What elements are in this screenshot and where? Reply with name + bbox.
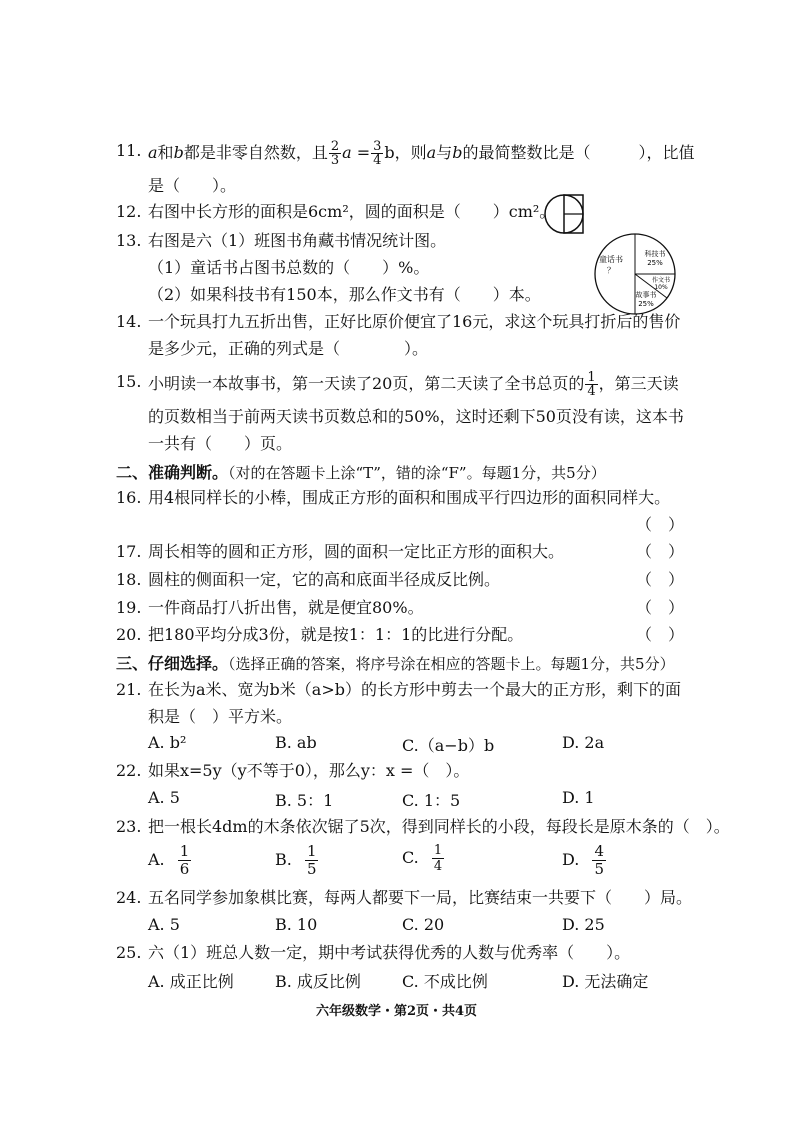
numerator: 1 [587,370,596,385]
option-a[interactable]: A. b² [148,733,187,752]
question-text: 圆柱的侧面积一定，它的高和底面半径成反比例。 [148,570,501,589]
question-text [148,140,695,167]
text-fragment: b，则 [384,143,427,162]
denominator: 4 [433,859,443,874]
numerator: 1 [179,842,190,860]
answer-parentheses[interactable]: （ ） [636,515,685,534]
question-text: 把180平均分成3份，就是按1：1：1的比进行分配。 [148,625,524,644]
question-number: 13. [116,231,142,250]
fraction-1-4 [585,371,597,398]
option-c[interactable]: C.（a−b）b [402,736,495,755]
question-text: 五名同学参加象棋比赛，每两人都要下一局，比赛结束一共要下（ ）局。 [148,888,693,907]
option-b[interactable]: B. ab [275,733,317,752]
question-text: 右图中长方形的面积是6cm²，圆的面积是（ ）cm²。 [148,202,556,221]
question-text: 六（1）班总人数一定，期中考试获得优秀的人数与优秀率（ ）。 [148,943,631,962]
question-number: 20. [116,625,142,644]
option-c[interactable] [402,843,445,874]
option-d[interactable]: D. 2a [562,733,605,752]
pie-value-fairy-tale: ？ [607,266,615,275]
question-number: 21. [116,680,142,699]
pie-label-story: 故事书 [635,291,657,299]
answer-parentheses[interactable]: （ ） [636,570,685,589]
denominator: 5 [594,860,604,878]
option-b[interactable]: B. 5：1 [275,791,334,810]
question-number: 24. [116,888,142,907]
var-b: b [173,143,184,162]
option-b[interactable] [275,843,319,878]
question-text: 积是（ ）平方米。 [148,707,293,726]
pie-label-composition: 作文书 [651,277,671,284]
question-text: 周长相等的圆和正方形，圆的面积一定比正方形的面积大。 [148,542,565,561]
numerator: 2 [330,139,340,154]
question-number: 17. [116,542,142,561]
var-a: a [148,143,158,162]
option-d[interactable]: D. 1 [562,788,595,807]
question-text: 一件商品打八折出售，就是便宜80%。 [148,598,424,617]
option-letter: A. [148,850,165,869]
denominator: 6 [179,860,190,878]
option-d[interactable]: D. 25 [562,915,605,934]
pie-value-science: 25% [647,259,663,267]
option-b[interactable]: B. 成反比例 [275,972,361,991]
question-number: 19. [116,598,142,617]
question-text: 的页数相当于前两天读书页数总和的50%，这时还剩下50页没有读，这本书 [148,407,684,426]
option-c[interactable]: C. 20 [402,915,445,934]
question-number: 14. [116,312,142,331]
answer-parentheses[interactable]: （ ） [636,542,685,561]
option-a[interactable]: A. 成正比例 [148,972,234,991]
option-c[interactable]: C. 不成比例 [402,972,488,991]
numerator: 1 [433,843,443,858]
option-d[interactable] [562,843,607,878]
sub-question: （2）如果科技书有150本，那么作文书有（ ）本。 [148,285,541,304]
circle-rectangle-figure [543,193,585,235]
page-footer: 六年级数学・第2页・共4页 [315,1004,478,1019]
question-text: 是（ ）。 [148,176,237,195]
pie-value-composition: 10% [654,284,668,291]
section-note: （选择正确的答案，将序号涂在相应的答题卡上。每题1分，共5分） [228,655,675,673]
question-number: 22. [116,761,142,780]
question-number: 12. [116,202,142,221]
option-d[interactable]: D. 无法确定 [562,972,649,991]
var-b: b [452,143,463,162]
question-text: 一共有（ ）页。 [148,434,293,453]
question-text: 如果x=5y（y不等于0），那么y：x =（ ）。 [148,761,470,780]
pie-value-story: 25% [638,300,654,308]
question-text: 右图是六（1）班图书角藏书情况统计图。 [148,231,447,250]
option-a[interactable]: A. 5 [148,788,180,807]
question-text [148,371,679,398]
text-fragment: 都是非零自然数，且 [183,143,328,162]
option-a[interactable] [148,843,192,878]
text-fragment: 小明读一本故事书，第一天读了20页，第二天读了全书总页的 [148,374,585,393]
fraction-1-6 [178,843,192,878]
numerator: 4 [594,842,604,860]
text-fragment: 与 [436,143,453,162]
numerator: 3 [373,139,382,154]
option-c[interactable]: C. 1：5 [402,791,461,810]
answer-parentheses[interactable]: （ ） [636,625,685,644]
denominator: 5 [306,860,317,878]
question-number: 11. [116,141,142,160]
fraction-2-3 [329,140,341,167]
option-a[interactable]: A. 5 [148,915,180,934]
option-letter: D. [562,850,580,869]
denominator: 4 [373,153,382,168]
fraction-1-5 [305,843,319,878]
option-letter: B. [275,850,292,869]
option-b[interactable]: B. 10 [275,915,318,934]
question-text: 把一根长4dm的木条依次锯了5次，得到同样长的小段，每段长是原木条的（ ）。 [148,817,730,836]
section-note: （对的在答题卡上涂“T”，错的涂“F”。每题1分，共5分） [228,464,606,482]
denominator: 4 [587,384,596,399]
section-title: 二、准确判断。 [116,463,229,482]
numerator: 1 [306,842,317,860]
option-letter: C. [402,848,419,867]
answer-parentheses[interactable]: （ ） [636,598,685,617]
text-fragment: 和 [157,143,174,162]
section-3-heading [116,651,675,674]
question-number: 16. [116,488,142,507]
text-fragment: ，第三天读 [598,374,679,393]
question-number: 23. [116,817,142,836]
question-number: 18. [116,570,142,589]
book-pie-chart [593,232,677,316]
fraction-1-4 [432,843,444,874]
question-number: 25. [116,943,142,962]
pie-label-fairy-tale: 童话书 [599,255,623,264]
question-text: 一个玩具打九五折出售，正好比原价便宜了16元，求这个玩具打折后的售价 [148,312,681,331]
fraction-3-4 [371,140,383,167]
question-number: 15. [116,372,142,391]
question-text: 用4根同样长的小棒，围成正方形的面积和围成平行四边形的面积同样大。 [148,488,671,507]
var-a: a [426,143,437,162]
section-2-heading [116,460,606,483]
pie-label-science: 科技书 [644,250,666,258]
denominator: 3 [330,153,340,168]
question-text: 是多少元，正确的列式是（ ）。 [148,339,429,358]
fraction-4-5 [592,843,606,878]
text-fragment: 的最简整数比是（ ），比值 [462,143,695,162]
question-text: 在长为a米、宽为b米（a>b）的长方形中剪去一个最大的正方形，剩下的面 [148,680,681,699]
text-fragment: a = [342,143,371,162]
section-title: 三、仔细选择。 [116,654,229,673]
sub-question: （1）童话书占图书总数的（ ）%。 [148,258,430,277]
